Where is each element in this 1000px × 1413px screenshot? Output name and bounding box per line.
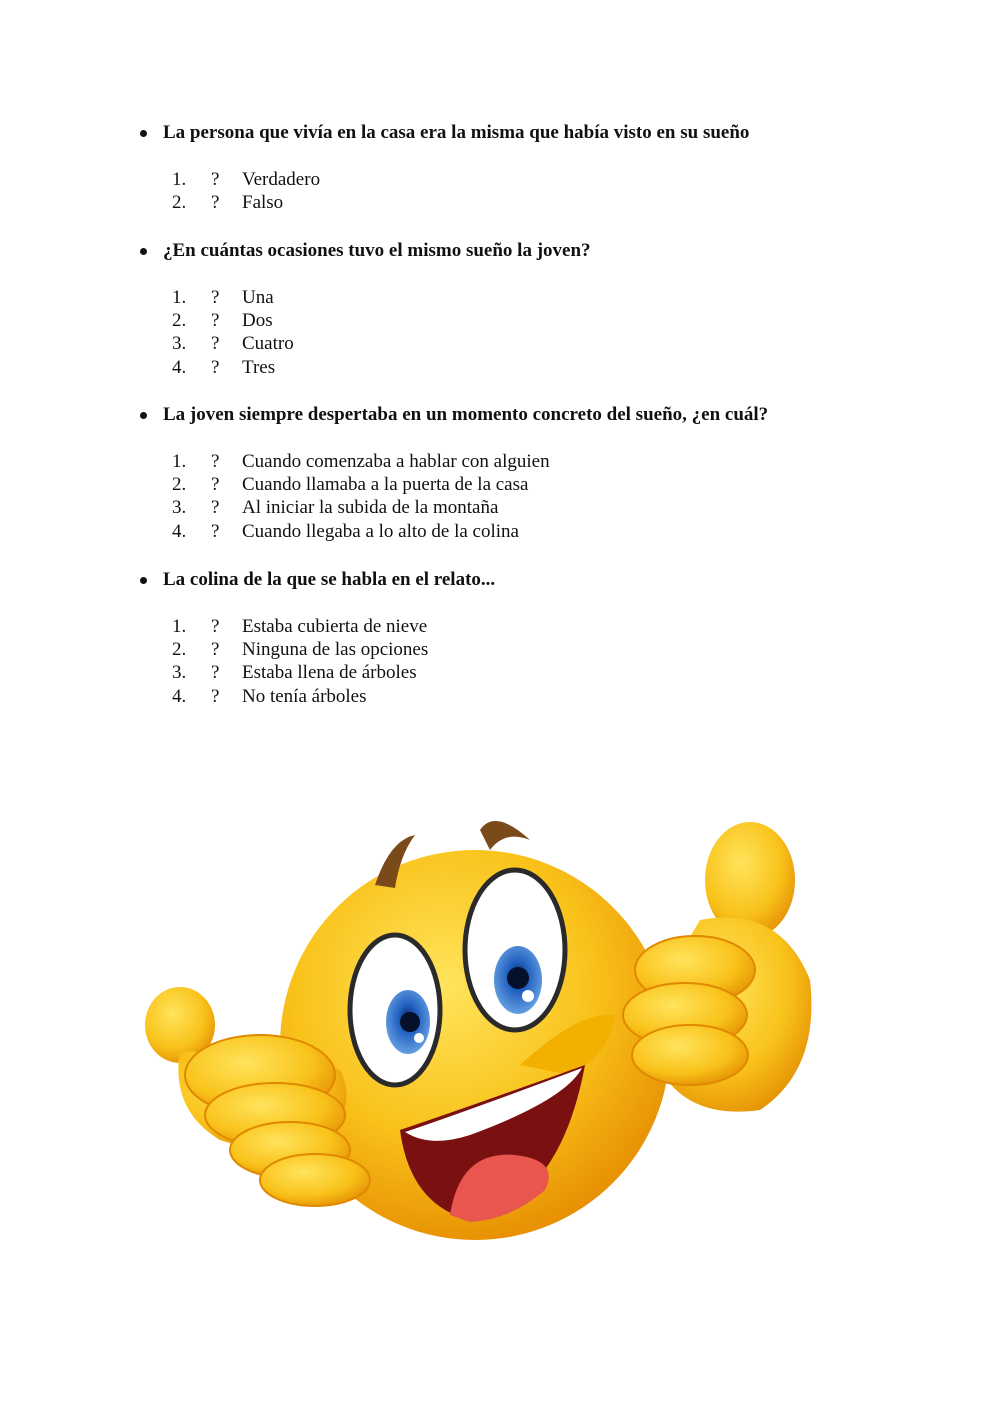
- answer-option[interactable]: [140, 168, 960, 191]
- option-marker[interactable]: ?: [211, 333, 220, 355]
- option-marker[interactable]: ?: [211, 356, 220, 378]
- option-number: 4.: [172, 685, 187, 707]
- question-text: La colina de la que se habla en el relato...: [163, 569, 496, 590]
- option-marker[interactable]: ?: [211, 169, 220, 190]
- left-pupil: [400, 1012, 420, 1032]
- option-number: 1.: [172, 616, 187, 637]
- question-title: [140, 567, 960, 593]
- question-text: ¿En cuántas ocasiones tuvo el mismo sueño la joven?: [163, 240, 591, 261]
- option-text: Al iniciar la subida de la montaña: [242, 497, 499, 519]
- answer-option[interactable]: [140, 661, 960, 684]
- left-eye-shine: [414, 1033, 424, 1043]
- answer-option[interactable]: [140, 496, 960, 519]
- answer-option[interactable]: [140, 450, 960, 473]
- question-title: [140, 238, 960, 264]
- answer-option[interactable]: [140, 520, 960, 543]
- option-marker[interactable]: ?: [211, 639, 220, 661]
- right-pupil: [507, 967, 529, 989]
- option-marker[interactable]: ?: [211, 662, 220, 684]
- option-number: 2.: [172, 310, 187, 332]
- option-number: 4.: [172, 520, 187, 542]
- option-number: 1.: [172, 451, 187, 472]
- option-list: [140, 450, 960, 543]
- question-block: [140, 402, 960, 543]
- option-number: 1.: [172, 169, 187, 190]
- bullet-icon: [140, 130, 147, 137]
- question-block: [140, 120, 960, 214]
- option-number: 2.: [172, 474, 187, 496]
- question-text: La joven siempre despertaba en un momento concreto del sueño, ¿en cuál?: [163, 404, 769, 425]
- option-number: 3.: [172, 333, 187, 355]
- option-text: Cuando comenzaba a hablar con alguien: [242, 451, 550, 472]
- option-marker[interactable]: ?: [211, 192, 220, 214]
- option-text: Ninguna de las opciones: [242, 639, 429, 661]
- right-hand: [623, 822, 811, 1112]
- option-text: Estaba llena de árboles: [242, 662, 417, 684]
- answer-option[interactable]: [140, 638, 960, 661]
- option-list: [140, 615, 960, 708]
- question-title: [140, 120, 960, 146]
- option-text: No tenía árboles: [242, 685, 367, 707]
- option-marker[interactable]: ?: [211, 685, 220, 707]
- option-list: [140, 286, 960, 379]
- option-marker[interactable]: ?: [211, 310, 220, 332]
- answer-option[interactable]: [140, 615, 960, 638]
- answer-option[interactable]: [140, 473, 960, 496]
- option-text: Estaba cubierta de nieve: [242, 616, 428, 637]
- right-eyebrow: [480, 821, 530, 850]
- option-marker[interactable]: ?: [211, 497, 220, 519]
- option-text: Una: [242, 287, 274, 308]
- right-eye-shine: [522, 990, 534, 1002]
- option-text: Dos: [242, 310, 273, 332]
- option-marker[interactable]: ?: [211, 451, 220, 472]
- question-block: [140, 238, 960, 379]
- answer-option[interactable]: [140, 685, 960, 708]
- option-marker[interactable]: ?: [211, 520, 220, 542]
- option-marker[interactable]: ?: [211, 474, 220, 496]
- answer-option[interactable]: [140, 309, 960, 332]
- bullet-icon: [140, 412, 147, 419]
- answer-option[interactable]: [140, 332, 960, 355]
- answer-option[interactable]: [140, 356, 960, 379]
- option-marker[interactable]: ?: [211, 616, 220, 637]
- option-text: Tres: [242, 356, 276, 378]
- bullet-icon: [140, 248, 147, 255]
- option-number: 2.: [172, 192, 187, 214]
- question-text: La persona que vivía en la casa era la misma que había visto en su sueño: [163, 122, 750, 143]
- bullet-icon: [140, 577, 147, 584]
- option-text: Falso: [242, 192, 284, 214]
- option-text: Cuatro: [242, 333, 294, 355]
- thumbs-up-smiley-icon: [140, 810, 820, 1250]
- answer-option[interactable]: [140, 286, 960, 309]
- option-number: 3.: [172, 662, 187, 684]
- option-number: 2.: [172, 639, 187, 661]
- question-title: [140, 402, 960, 428]
- option-text: Cuando llegaba a lo alto de la colina: [242, 520, 519, 542]
- question-block: [140, 567, 960, 708]
- option-number: 3.: [172, 497, 187, 519]
- answer-option[interactable]: [140, 191, 960, 214]
- option-marker[interactable]: ?: [211, 287, 220, 308]
- option-number: 4.: [172, 356, 187, 378]
- option-list: [140, 168, 960, 214]
- option-text: Verdadero: [242, 169, 321, 190]
- option-text: Cuando llamaba a la puerta de la casa: [242, 474, 529, 496]
- option-number: 1.: [172, 287, 187, 308]
